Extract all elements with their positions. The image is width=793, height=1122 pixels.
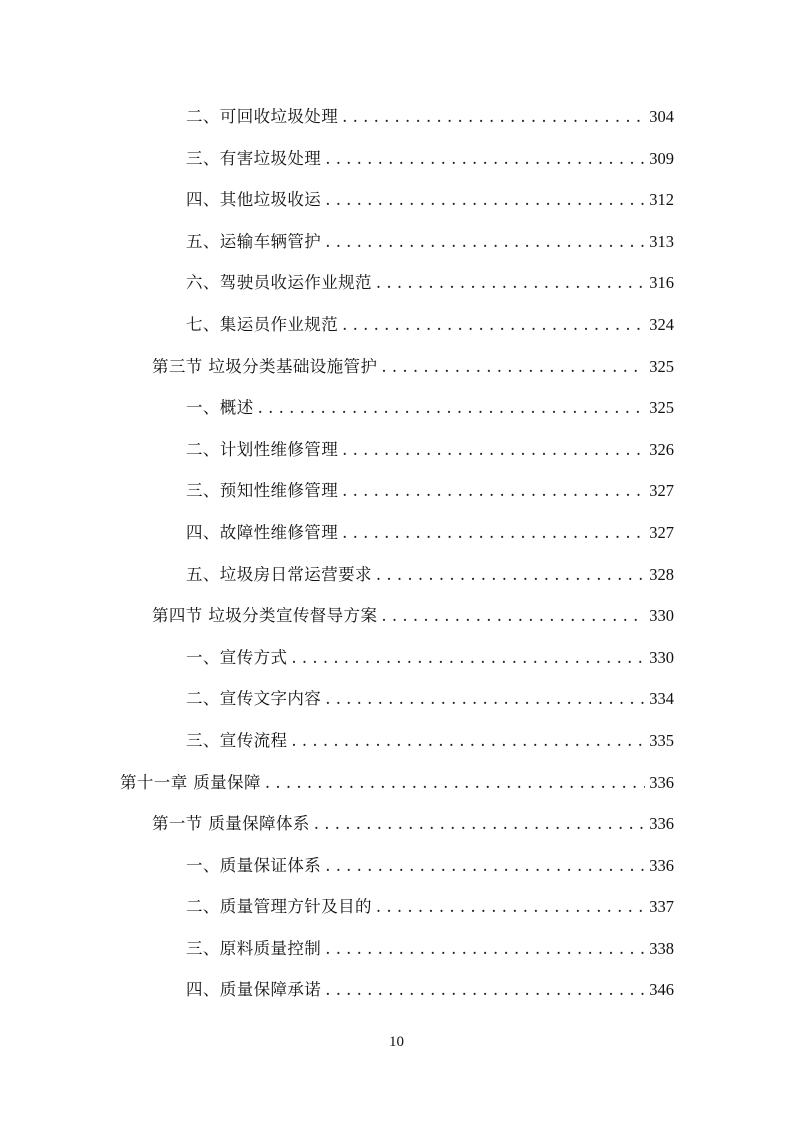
toc-entry-page-number: 336 bbox=[649, 855, 674, 875]
toc-entry-title: 六、驾驶员收运作业规范 bbox=[186, 273, 372, 293]
toc-entry[interactable] bbox=[0, 304, 793, 346]
toc-entry-page-number: 330 bbox=[649, 606, 674, 626]
toc-entry-line bbox=[120, 772, 674, 794]
toc-entry[interactable] bbox=[0, 179, 793, 221]
toc-entry-title: 一、质量保证体系 bbox=[186, 855, 322, 875]
toc-dot-leader bbox=[376, 272, 645, 294]
toc-entry[interactable] bbox=[0, 346, 793, 388]
toc-entry-page-number: 327 bbox=[649, 481, 674, 501]
toc-entry-title: 二、可回收垃圾处理 bbox=[186, 107, 339, 126]
toc-entry-line bbox=[186, 896, 674, 918]
toc-entry[interactable] bbox=[0, 429, 793, 471]
toc-entry-title: 三、有害垃圾处理 bbox=[186, 148, 322, 168]
toc-entry-title: 七、集运员作业规范 bbox=[186, 314, 339, 334]
toc-dot-leader bbox=[376, 896, 645, 918]
toc-dot-leader bbox=[325, 979, 645, 1001]
toc-entry[interactable] bbox=[0, 221, 793, 263]
toc-entry[interactable] bbox=[0, 262, 793, 304]
toc-entry-line bbox=[186, 938, 674, 960]
toc-entry-line bbox=[186, 397, 674, 419]
toc-dot-leader bbox=[325, 231, 645, 253]
toc-entry[interactable] bbox=[0, 720, 793, 762]
toc-entry-title: 五、垃圾房日常运营要求 bbox=[186, 564, 372, 584]
toc-dot-leader bbox=[342, 106, 645, 128]
toc-entry[interactable] bbox=[0, 96, 793, 138]
toc-entry-page-number: 336 bbox=[649, 814, 674, 834]
toc-entry-title: 三、原料质量控制 bbox=[186, 938, 322, 958]
toc-entry-page-number: 326 bbox=[649, 439, 674, 459]
toc-entry-page-number: 309 bbox=[649, 148, 674, 168]
toc-dot-leader bbox=[325, 189, 645, 211]
toc-entry[interactable] bbox=[0, 845, 793, 887]
table-of-contents bbox=[0, 96, 793, 1011]
toc-entry-title: 第一节 质量保障体系 bbox=[152, 814, 310, 834]
toc-entry-title: 三、宣传流程 bbox=[186, 730, 288, 750]
toc-entry[interactable] bbox=[0, 928, 793, 970]
toc-entry-title: 四、其他垃圾收运 bbox=[186, 190, 322, 210]
toc-entry[interactable] bbox=[0, 762, 793, 804]
toc-entry-page-number: 324 bbox=[649, 314, 674, 334]
toc-entry[interactable] bbox=[0, 138, 793, 180]
toc-entry-page-number: 334 bbox=[649, 689, 674, 709]
toc-entry-page-number: 304 bbox=[649, 107, 674, 126]
toc-entry-title: 五、运输车辆管护 bbox=[186, 231, 322, 251]
toc-entry-line bbox=[186, 148, 674, 170]
toc-dot-leader bbox=[381, 605, 645, 627]
toc-entry-title: 三、预知性维修管理 bbox=[186, 481, 339, 501]
toc-entry-line bbox=[186, 439, 674, 461]
toc-entry-line bbox=[186, 688, 674, 710]
toc-dot-leader bbox=[265, 772, 645, 794]
toc-dot-leader bbox=[258, 397, 646, 419]
toc-entry-line bbox=[186, 189, 674, 211]
toc-dot-leader bbox=[342, 314, 645, 336]
toc-entry-line bbox=[152, 813, 674, 835]
toc-entry-title: 第三节 垃圾分类基础设施管护 bbox=[152, 356, 378, 376]
toc-entry-title: 四、质量保障承诺 bbox=[186, 980, 322, 1000]
toc-entry[interactable] bbox=[0, 470, 793, 512]
toc-entry-line bbox=[186, 979, 674, 1001]
toc-entry-page-number: 335 bbox=[649, 730, 674, 750]
toc-entry-line bbox=[186, 314, 674, 336]
toc-entry-page-number: 336 bbox=[649, 772, 674, 792]
toc-entry-line bbox=[186, 730, 674, 752]
toc-entry-page-number: 312 bbox=[649, 190, 674, 210]
toc-entry-line bbox=[186, 480, 674, 502]
toc-entry-line bbox=[186, 855, 674, 877]
toc-entry-page-number: 338 bbox=[649, 938, 674, 958]
toc-entry[interactable] bbox=[0, 512, 793, 554]
toc-entry-page-number: 327 bbox=[649, 522, 674, 542]
toc-entry-title: 第十一章 质量保障 bbox=[120, 772, 261, 792]
toc-entry[interactable] bbox=[0, 595, 793, 637]
toc-entry-page-number: 316 bbox=[649, 273, 674, 293]
toc-entry-title: 四、故障性维修管理 bbox=[186, 522, 339, 542]
toc-dot-leader bbox=[376, 564, 645, 586]
toc-entry-page-number: 328 bbox=[649, 564, 674, 584]
toc-entry-page-number: 346 bbox=[649, 980, 674, 1000]
toc-entry-line bbox=[152, 356, 674, 378]
toc-entry[interactable] bbox=[0, 678, 793, 720]
toc-entry-title: 第四节 垃圾分类宣传督导方案 bbox=[152, 606, 378, 626]
toc-dot-leader bbox=[342, 480, 645, 502]
toc-entry-line bbox=[186, 231, 674, 253]
toc-dot-leader bbox=[314, 813, 646, 835]
toc-entry-title: 二、计划性维修管理 bbox=[186, 439, 339, 459]
toc-dot-leader bbox=[325, 688, 645, 710]
toc-dot-leader bbox=[291, 730, 645, 752]
toc-entry-page-number: 313 bbox=[649, 231, 674, 251]
toc-entry-title: 一、宣传方式 bbox=[186, 647, 288, 667]
toc-entry-page-number: 330 bbox=[649, 647, 674, 667]
toc-entry[interactable] bbox=[0, 637, 793, 679]
toc-dot-leader bbox=[342, 522, 645, 544]
toc-dot-leader bbox=[381, 356, 645, 378]
toc-entry-page-number: 325 bbox=[649, 398, 674, 418]
toc-dot-leader bbox=[342, 439, 645, 461]
toc-entry-page-number: 337 bbox=[649, 897, 674, 917]
toc-entry-title: 二、质量管理方针及目的 bbox=[186, 897, 372, 917]
toc-entry-line bbox=[186, 106, 674, 128]
toc-entry-line bbox=[186, 522, 674, 544]
toc-entry-title: 二、宣传文字内容 bbox=[186, 689, 322, 709]
toc-dot-leader bbox=[325, 938, 645, 960]
toc-entry[interactable] bbox=[0, 554, 793, 596]
toc-entry-line bbox=[152, 605, 674, 627]
toc-dot-leader bbox=[325, 148, 645, 170]
toc-dot-leader bbox=[291, 647, 645, 669]
toc-dot-leader bbox=[325, 855, 645, 877]
toc-entry[interactable] bbox=[0, 803, 793, 845]
toc-entry[interactable] bbox=[0, 886, 793, 928]
toc-entry[interactable] bbox=[0, 387, 793, 429]
toc-entry-line bbox=[186, 272, 674, 294]
toc-entry-line bbox=[186, 564, 674, 586]
toc-entry[interactable] bbox=[0, 969, 793, 1011]
page-number: 10 bbox=[389, 1034, 404, 1050]
toc-entry-page-number: 325 bbox=[649, 356, 674, 376]
toc-entry-title: 一、概述 bbox=[186, 398, 254, 418]
toc-entry-line bbox=[186, 647, 674, 669]
